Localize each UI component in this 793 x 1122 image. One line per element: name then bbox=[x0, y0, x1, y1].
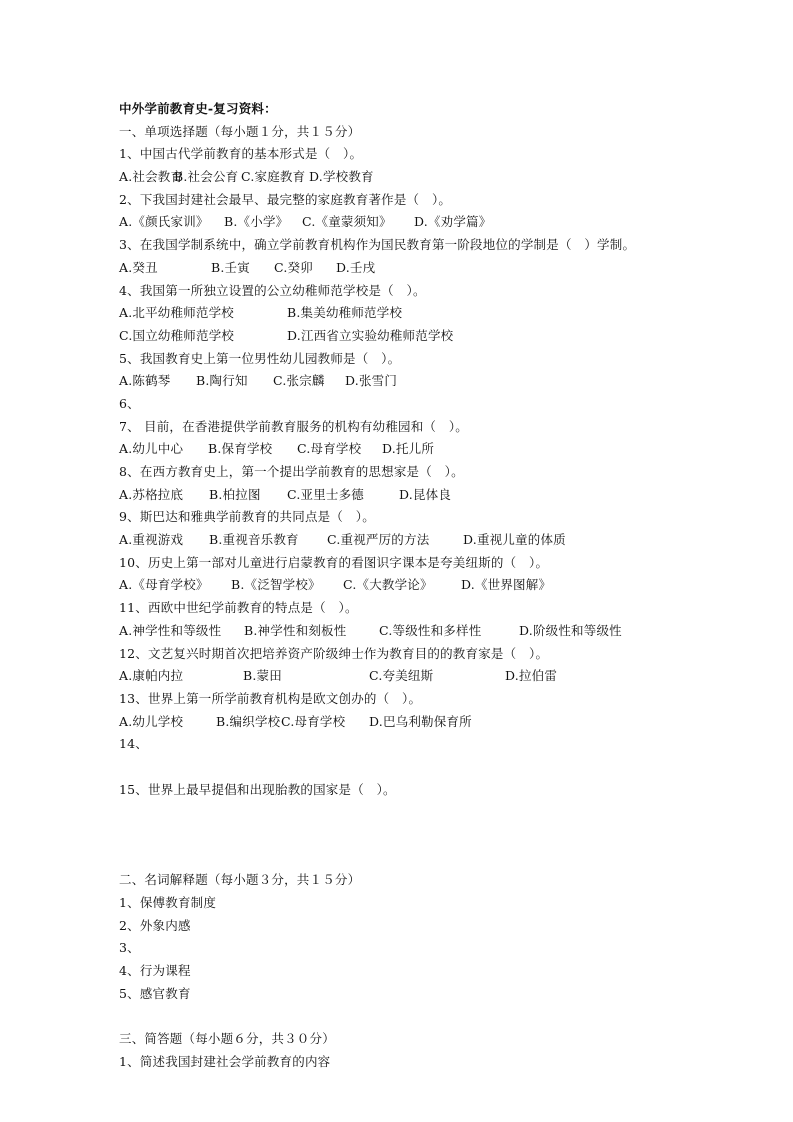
question-options bbox=[119, 574, 759, 597]
option: D.学校教育 bbox=[309, 169, 374, 185]
option: A.社会教育 bbox=[119, 169, 184, 185]
option: B.蒙田 bbox=[243, 668, 282, 684]
option: B.《小学》 bbox=[224, 214, 289, 230]
option: B.重视音乐教育 bbox=[209, 532, 299, 548]
question-options bbox=[119, 302, 759, 325]
question-text: 12、文艺复兴时期首次把培养资产阶级绅士作为教育目的的教育家是（ ）。 bbox=[119, 645, 549, 661]
question-options bbox=[119, 257, 759, 280]
list-item: 1、简述我国封建社会学前教育的内容 bbox=[119, 1053, 331, 1069]
option: A.康帕内拉 bbox=[119, 668, 184, 684]
list-item: 3、 bbox=[119, 940, 140, 956]
question-options bbox=[119, 484, 759, 507]
question-text: 9、斯巴达和雅典学前教育的共同点是（ ）。 bbox=[119, 509, 375, 525]
question-text: 1、中国古代学前教育的基本形式是（ ）。 bbox=[119, 146, 363, 162]
option: D.重视儿童的体质 bbox=[463, 532, 566, 548]
document-page bbox=[119, 98, 759, 1074]
question-options bbox=[119, 370, 759, 393]
question-text: 3、在我国学制系统中，确立学前教育机构作为国民教育第一阶段地位的学制是（ ）学制。 bbox=[119, 237, 636, 253]
section-heading: 二、名词解释题（每小题３分，共１５分） bbox=[119, 872, 361, 888]
option: A.北平幼稚师范学校 bbox=[119, 305, 235, 321]
option: D.《劝学篇》 bbox=[414, 214, 492, 230]
option: D.江西省立实验幼稚师范学校 bbox=[287, 327, 454, 343]
question-text: 5、我国教育史上第一位男性幼儿园教师是（ ）。 bbox=[119, 350, 401, 366]
option: B.陶行知 bbox=[196, 373, 248, 389]
document-title: 中外学前教育史-复习资料： bbox=[119, 101, 277, 116]
question-options bbox=[119, 529, 759, 552]
question-text: 10、历史上第一部对儿童进行启蒙教育的看图识字课本是夸美纽斯的（ ）。 bbox=[119, 554, 549, 570]
section-heading: 三、简答题（每小题６分，共３０分） bbox=[119, 1031, 335, 1047]
question-text: 8、在西方教育史上，第一个提出学前教育的思想家是（ ）。 bbox=[119, 464, 464, 479]
section-heading: 一、单项选择题（每小题１分，共１５分） bbox=[119, 123, 361, 139]
option: D.《世界图解》 bbox=[461, 577, 552, 593]
question-text: 15、世界上最早提倡和出现胎教的国家是（ ）。 bbox=[119, 781, 396, 797]
option: A.《母育学校》 bbox=[119, 577, 209, 593]
list-item: 5、感官教育 bbox=[119, 985, 191, 1001]
question-text: 14、 bbox=[119, 736, 149, 752]
option: B.柏拉图 bbox=[209, 486, 261, 502]
option: A.苏格拉底 bbox=[119, 486, 184, 502]
option: A.幼儿学校 bbox=[119, 713, 184, 729]
option: C.张宗麟 bbox=[273, 373, 325, 389]
option: B.集美幼稚师范学校 bbox=[287, 305, 403, 321]
list-item: 4、行为课程 bbox=[119, 963, 191, 979]
option: A.癸丑 bbox=[119, 259, 158, 275]
option: D.昆体良 bbox=[399, 486, 452, 502]
option: B.保育学校 bbox=[208, 441, 273, 457]
option: B.神学性和刻板性 bbox=[244, 622, 347, 638]
option: C.国立幼稚师范学校 bbox=[119, 327, 235, 343]
question-options bbox=[119, 824, 759, 847]
question-text bbox=[119, 801, 759, 824]
option: A.《颜氏家训》 bbox=[119, 214, 209, 230]
option: A.陈鹤琴 bbox=[119, 373, 171, 389]
option: A.幼儿中心 bbox=[119, 441, 184, 457]
question-options bbox=[119, 665, 759, 688]
question-text: 13、世界上第一所学前教育机构是欧文创办的（ ）。 bbox=[119, 690, 422, 706]
question-options bbox=[119, 211, 759, 234]
question-text: 7、 目前，在香港提供学前教育服务的机构有幼稚园和（ ）。 bbox=[119, 418, 468, 434]
question-options bbox=[119, 756, 759, 779]
option: B.编织学校 bbox=[216, 713, 281, 729]
question-text: 2、下我国封建社会最早、最完整的家庭教育著作是（ ）。 bbox=[119, 191, 452, 207]
list-item: 1、保傅教育制度 bbox=[119, 895, 217, 911]
option: D.张雪门 bbox=[345, 373, 398, 389]
option: C.母育学校 bbox=[297, 441, 362, 457]
question-options bbox=[119, 325, 759, 348]
option: C.家庭教育 bbox=[241, 169, 306, 185]
option: A.神学性和等级性 bbox=[119, 622, 222, 638]
option: C.等级性和多样性 bbox=[379, 622, 482, 638]
option: C.夸美纽斯 bbox=[369, 668, 434, 684]
list-item: 2、外象内感 bbox=[119, 917, 191, 933]
question-text: 6、 bbox=[119, 395, 140, 411]
option: B.社会公育 bbox=[174, 169, 239, 185]
option: D.巴乌利勒保育所 bbox=[369, 713, 472, 729]
question-text: 4、我国第一所独立设置的公立幼稚师范学校是（ ）。 bbox=[119, 282, 426, 298]
option: A.重视游戏 bbox=[119, 532, 184, 548]
option: C.《童蒙须知》 bbox=[302, 214, 392, 230]
question-options bbox=[119, 166, 759, 189]
spacer bbox=[119, 1006, 759, 1029]
question-text: 11、西欧中世纪学前教育的特点是（ ）。 bbox=[119, 600, 358, 616]
question-options bbox=[119, 620, 759, 643]
option: C.母育学校 bbox=[281, 713, 346, 729]
option: C.《大教学论》 bbox=[343, 577, 433, 593]
spacer bbox=[119, 847, 759, 870]
option: B.壬寅 bbox=[211, 259, 250, 275]
option: D.阶级性和等级性 bbox=[519, 622, 622, 638]
option: B.《泛智学校》 bbox=[231, 577, 321, 593]
option: C.癸卯 bbox=[274, 259, 313, 275]
question-options bbox=[119, 711, 759, 734]
question-options bbox=[119, 438, 759, 461]
option: C.亚里士多德 bbox=[287, 486, 364, 502]
option: D.壬戌 bbox=[336, 259, 376, 275]
option: D.托儿所 bbox=[382, 441, 435, 457]
option: C.重视严厉的方法 bbox=[327, 532, 430, 548]
option: D.拉伯雷 bbox=[505, 668, 558, 684]
